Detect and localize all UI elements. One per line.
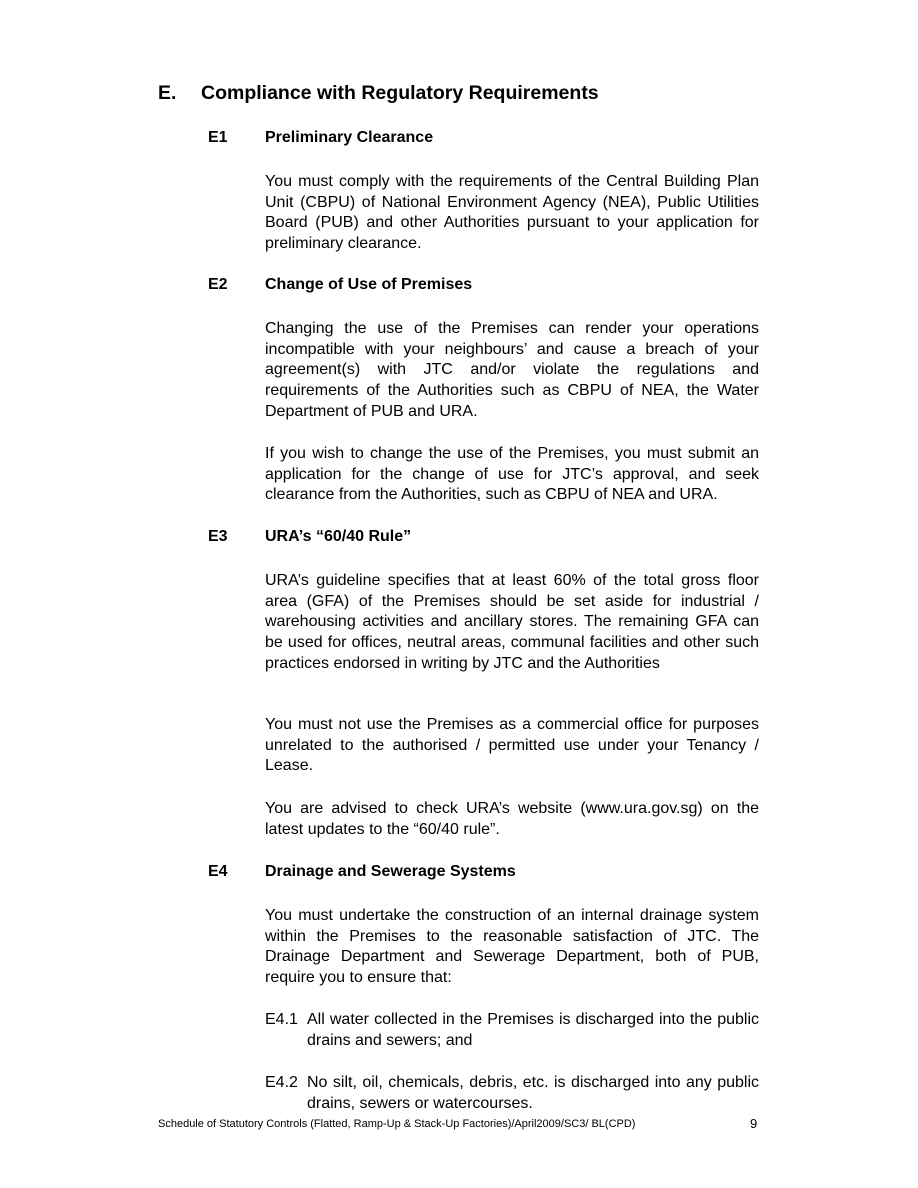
e3-paragraph-1: URA’s guideline specifies that at least 60% of the total gross floor area (GFA) of the Premises should be set aside for industrial / warehousing activities and ancillary stores. The remaining GFA can be used for offices, neutral areas, communal facilities and other such practices endorsed in writing by JTC and the Authorities — [265, 572, 759, 672]
e3-heading — [208, 528, 411, 546]
e2-paragraph-2: If you wish to change the use of the Premises, you must submit an application for the change of use for JTC’s approval, and seek clearance from the Authorities, such as CBPU of NEA and URA. — [265, 445, 759, 504]
e4-heading — [208, 863, 516, 881]
e4-title: Drainage and Sewerage Systems — [265, 863, 516, 880]
e2-title: Change of Use of Premises — [265, 276, 473, 293]
section-title: Compliance with Regulatory Requirements — [201, 82, 599, 104]
e4-paragraph-1: You must undertake the construction of an internal drainage system within the Premises to the reasonable satisfaction of JTC. The Drainage Department and Sewerage Department, both of PUB, require you to ensure that: — [265, 907, 759, 987]
e4-2-number: E4.2 — [265, 1074, 298, 1091]
e3-paragraph-2: You must not use the Premises as a commercial office for purposes unrelated to the authorised / permitted use under your Tenancy / Lease. — [265, 716, 759, 775]
e4-2-list-item — [265, 1073, 759, 1114]
e3-title: URA’s “60/40 Rule” — [265, 528, 412, 545]
e3-number: E3 — [208, 528, 228, 545]
e4-1-list-item — [265, 1010, 759, 1051]
e1-paragraph-1: You must comply with the requirements of the Central Building Plan Unit (CBPU) of National Environment Agency (NEA), Public Utilities Board (PUB) and other Authorities pursuant to your application for preliminary clearance. — [265, 173, 759, 253]
page-number: 9 — [750, 1116, 758, 1131]
section-number: E. — [158, 82, 177, 104]
e3-paragraph-3: You are advised to check URA’s website (www.ura.gov.sg) on the latest updates to the “60/40 rule”. — [265, 800, 759, 838]
e4-1-text: All water collected in the Premises is discharged into the public drains and sewers; and — [307, 1011, 759, 1049]
e2-paragraph-1: Changing the use of the Premises can render your operations incompatible with your neighbours’ and cause a breach of your agreement(s) with JTC and/or violate the regulations and requirements of the Authorities such as CBPU of NEA, the Water Department of PUB and URA. — [265, 320, 759, 420]
e4-1-number: E4.1 — [265, 1011, 298, 1028]
footer-text: Schedule of Statutory Controls (Flatted, Ramp-Up & Stack-Up Factories)/April2009/SC3/ BL(CPD) — [158, 1118, 636, 1130]
e2-heading — [208, 276, 472, 294]
section-heading — [158, 82, 599, 105]
e2-number: E2 — [208, 276, 228, 293]
e4-2-text: No silt, oil, chemicals, debris, etc. is discharged into any public drains, sewers or watercourses. — [307, 1074, 759, 1112]
e1-heading — [208, 129, 433, 147]
e4-number: E4 — [208, 863, 228, 880]
e1-title: Preliminary Clearance — [265, 129, 434, 146]
e1-number: E1 — [208, 129, 228, 146]
